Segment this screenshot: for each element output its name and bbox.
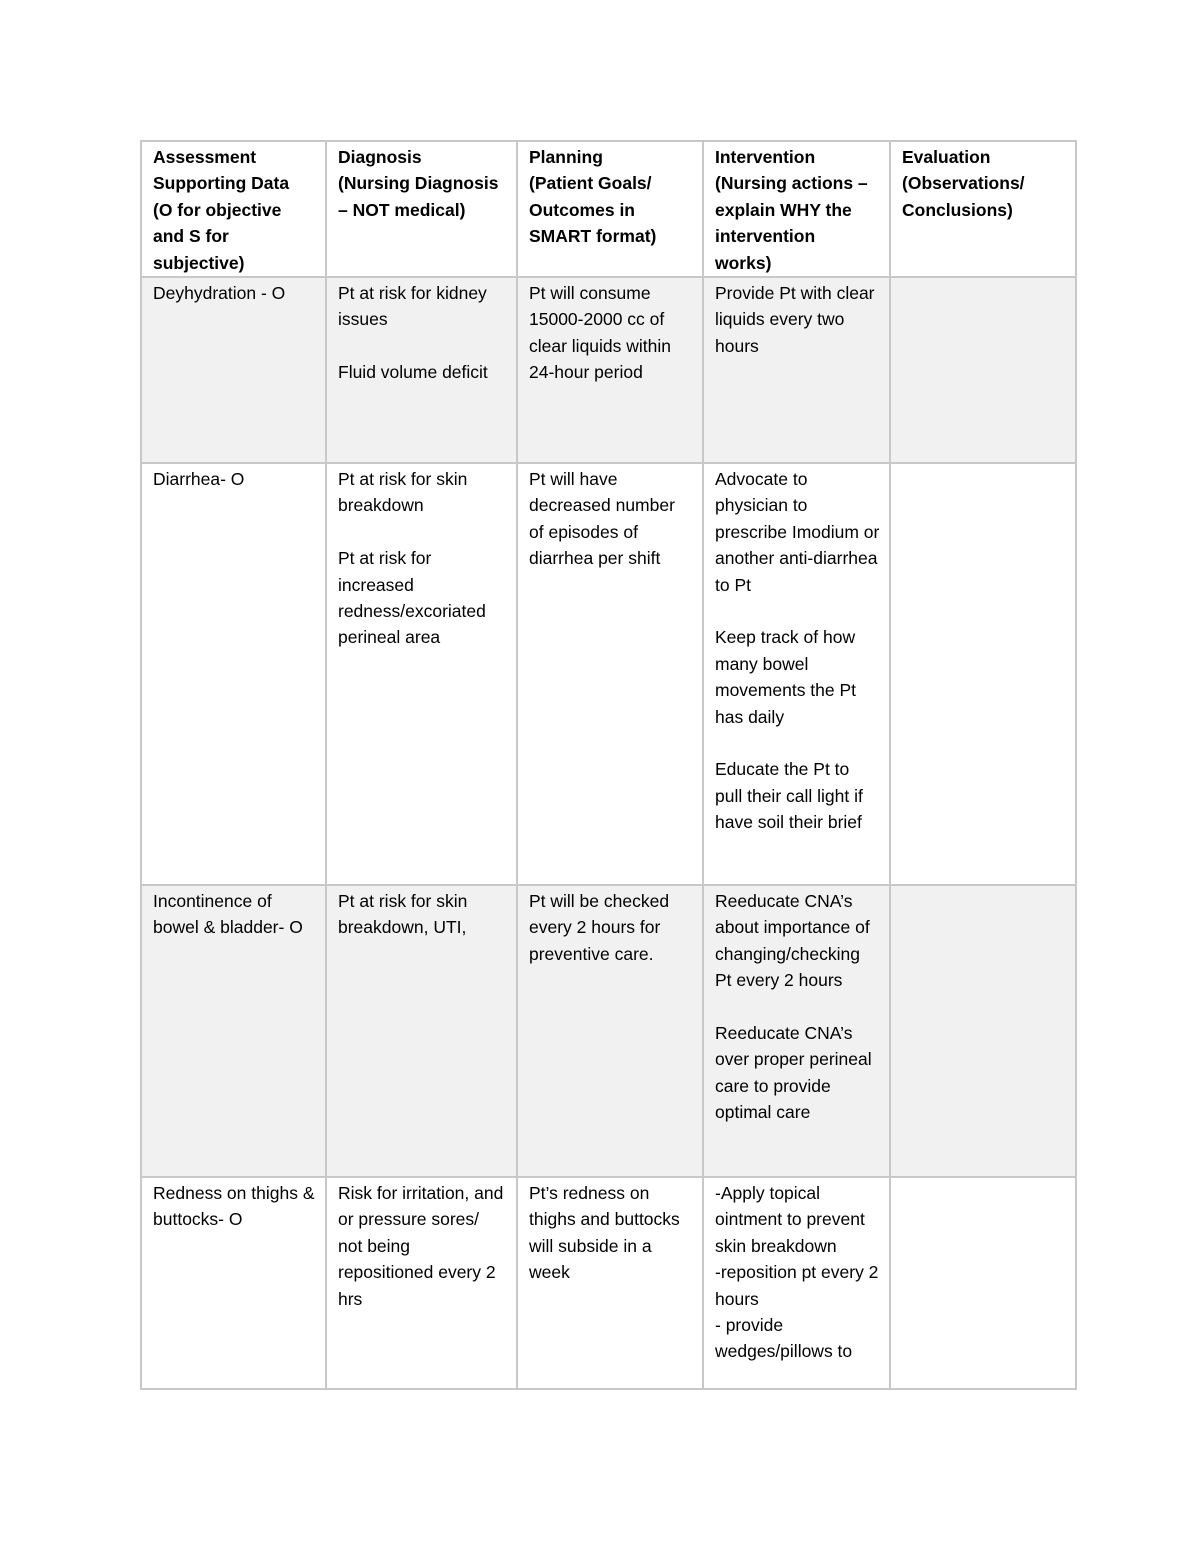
header-row bbox=[141, 141, 1076, 277]
table-row bbox=[141, 1177, 1076, 1389]
assessment-cell: Incontinence of bowel & bladder- O bbox=[141, 885, 326, 1177]
header-planning: Planning (Patient Goals/ Outcomes in SMART format) bbox=[517, 141, 703, 277]
intervention-cell: Provide Pt with clear liquids every two hours bbox=[703, 277, 890, 463]
evaluation-cell bbox=[890, 1177, 1076, 1389]
diagnosis-cell: Pt at risk for skin breakdown Pt at risk for increased redness/excoriated perineal area bbox=[326, 463, 517, 885]
table-header bbox=[141, 141, 1076, 277]
diagnosis-cell: Pt at risk for skin breakdown, UTI, bbox=[326, 885, 517, 1177]
evaluation-cell bbox=[890, 277, 1076, 463]
intervention-cell: Advocate to physician to prescribe Imodium or another anti-diarrhea to Pt Keep track of how many bowel movements the Pt has daily Educate the Pt to pull their call light if have soil their brief bbox=[703, 463, 890, 885]
header-assessment: Assessment Supporting Data (O for objective and S for subjective) bbox=[141, 141, 326, 277]
table-row bbox=[141, 885, 1076, 1177]
diagnosis-cell: Pt at risk for kidney issues Fluid volume deficit bbox=[326, 277, 517, 463]
diagnosis-cell: Risk for irritation, and or pressure sores/ not being repositioned every 2 hrs bbox=[326, 1177, 517, 1389]
table-row bbox=[141, 463, 1076, 885]
assessment-cell: Redness on thighs & buttocks- O bbox=[141, 1177, 326, 1389]
planning-cell: Pt will have decreased number of episodes of diarrhea per shift bbox=[517, 463, 703, 885]
intervention-cell: Reeducate CNA’s about importance of changing/checking Pt every 2 hours Reeducate CNA’s over proper perineal care to provide optimal care bbox=[703, 885, 890, 1177]
intervention-cell: -Apply topical ointment to prevent skin breakdown -reposition pt every 2 hours - provide wedges/pillows to bbox=[703, 1177, 890, 1389]
header-evaluation: Evaluation (Observations/ Conclusions) bbox=[890, 141, 1076, 277]
planning-cell: Pt’s redness on thighs and buttocks will subside in a week bbox=[517, 1177, 703, 1389]
header-diagnosis: Diagnosis (Nursing Diagnosis – NOT medical) bbox=[326, 141, 517, 277]
table-row bbox=[141, 277, 1076, 463]
assessment-cell: Deyhydration - O bbox=[141, 277, 326, 463]
header-intervention: Intervention (Nursing actions – explain WHY the intervention works) bbox=[703, 141, 890, 277]
table-body bbox=[141, 277, 1076, 1389]
nursing-care-plan-table bbox=[140, 140, 1077, 1390]
evaluation-cell bbox=[890, 463, 1076, 885]
planning-cell: Pt will consume 15000-2000 cc of clear liquids within 24-hour period bbox=[517, 277, 703, 463]
evaluation-cell bbox=[890, 885, 1076, 1177]
planning-cell: Pt will be checked every 2 hours for preventive care. bbox=[517, 885, 703, 1177]
assessment-cell: Diarrhea- O bbox=[141, 463, 326, 885]
